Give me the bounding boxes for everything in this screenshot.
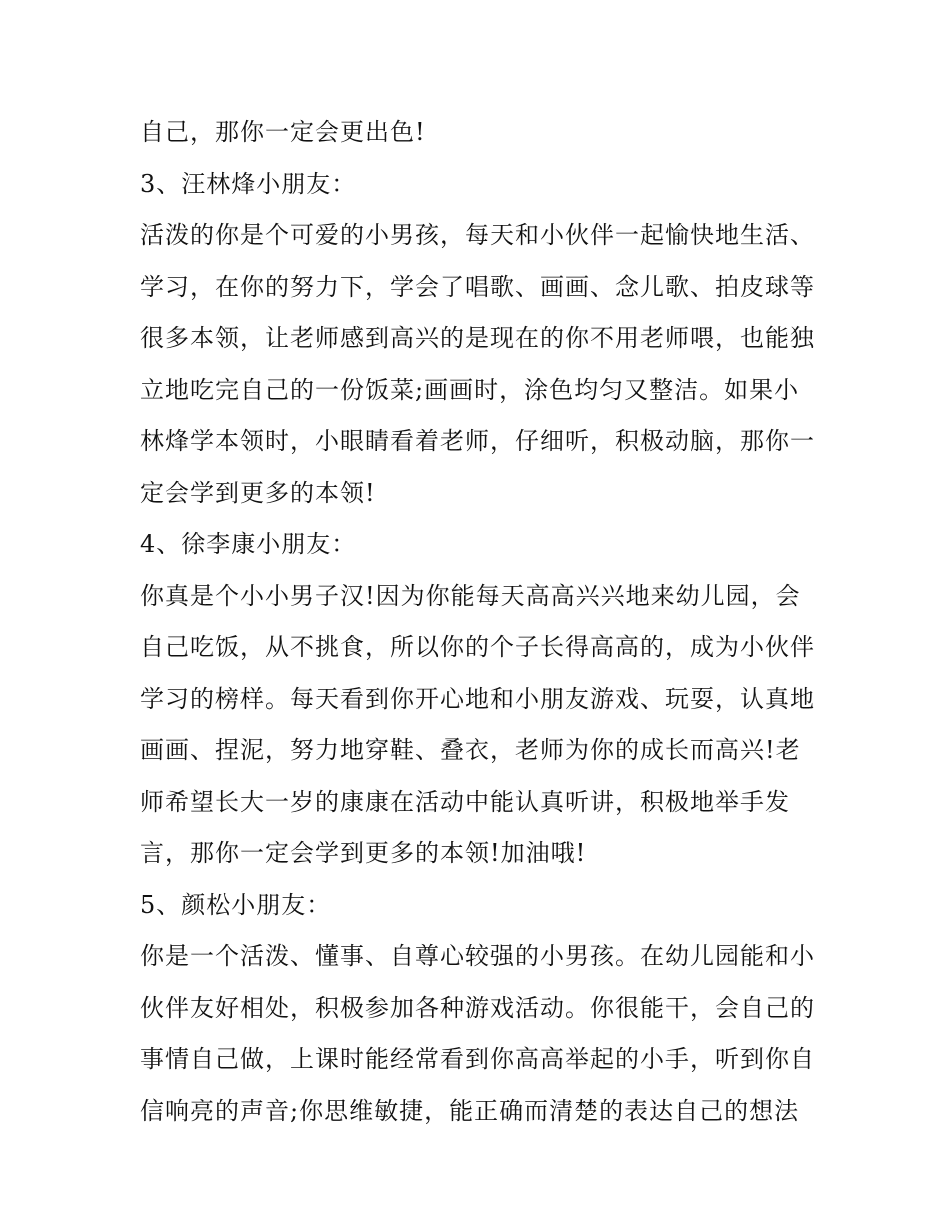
text-line: 定会学到更多的本领! xyxy=(140,478,376,507)
text-line: 信响亮的声音;你思维敏捷，能正确而清楚的表达自己的想法 xyxy=(140,1096,800,1125)
text-line: 言，那你一定会学到更多的本领!加油哦! xyxy=(140,839,587,867)
text-line: 林烽学本领时，小眼睛看着老师，仔细听，积极动脑，那你一 xyxy=(140,427,815,455)
text-line: 你真是个小小男子汉!因为你能每天高高兴兴地来幼儿园，会 xyxy=(140,581,801,610)
text-line: 画画、捏泥，努力地穿鞋、叠衣，老师为你的成长而高兴!老 xyxy=(140,736,801,764)
text-line: 立地吃完自己的一份饭菜;画画时，涂色均匀又整洁。如果小 xyxy=(140,375,800,404)
text-line: 你是一个活泼、懂事、自尊心较强的小男孩。在幼儿园能和小 xyxy=(140,942,815,970)
text-line: 活泼的你是个可爱的小男孩，每天和小伙伴一起愉快地生活、 xyxy=(140,221,815,249)
section-heading-4: 4、徐李康小朋友： xyxy=(140,530,357,558)
text-line: 伙伴友好相处，积极参加各种游戏活动。你很能干，会自己的 xyxy=(140,993,815,1022)
text-line: 自己，那你一定会更出色! xyxy=(140,118,426,146)
text-line: 师希望长大一岁的康康在活动中能认真听讲，积极地举手发 xyxy=(140,787,790,816)
text-line: 很多本领，让老师感到高兴的是现在的你不用老师喂，也能独 xyxy=(140,324,815,352)
text-line: 事情自己做，上课时能经常看到你高高举起的小手，听到你自 xyxy=(140,1045,815,1073)
text-line: 学习的榜样。每天看到你开心地和小朋友游戏、玩耍，认真地 xyxy=(140,684,815,713)
text-body xyxy=(140,107,820,1137)
text-line: 学习，在你的努力下，学会了唱歌、画画、念儿歌、拍皮球等 xyxy=(140,272,815,301)
section-heading-5: 5、颜松小朋友： xyxy=(140,890,332,919)
section-heading-3: 3、汪林烽小朋友： xyxy=(140,169,357,198)
text-line: 自己吃饭，从不挑食，所以你的个子长得高高的，成为小伙伴 xyxy=(140,633,815,661)
